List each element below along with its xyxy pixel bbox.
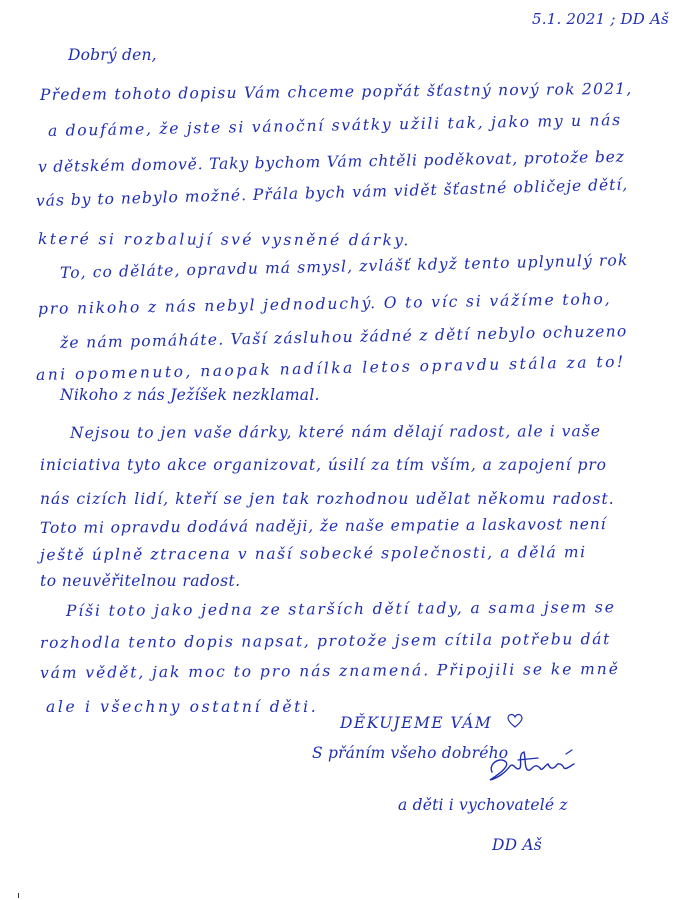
letter-line: to neuvěřitelnou radost. [40, 572, 241, 590]
letter-line: a doufáme, že jste si vánoční svátky užili tak, jako my u nás [47, 110, 623, 140]
letter-line: Nikoho z nás Ježíšek nezklamal. [60, 386, 320, 404]
letter-line: které si rozbalují své vysněné dárky. [37, 230, 411, 250]
closing-wishes: S přáním všeho dobrého [312, 744, 509, 762]
letter-line: To, co děláte, opravdu má smysl, zvlášť když tento uplynulý rok [59, 251, 629, 282]
greeting: Dobrý den, [68, 46, 157, 64]
letter-line: Nejsou to jen vaše dárky, které nám dělají radost, ale i vaše [69, 422, 601, 442]
letter-line: nás cizích lidí, kteří se jen tak rozhodnou udělat někomu radost. [40, 490, 615, 508]
letter-line: vám vědět, jak moc to pro nás znamená. Připojili se ke mně [39, 659, 620, 682]
signature [478, 742, 588, 792]
closing-from-line: a děti i vychovatelé z [398, 796, 568, 814]
date-line: 5.1. 2021 ; DD Aš [532, 10, 669, 28]
closing-thanks: DĚKUJEME VÁM [340, 714, 493, 732]
letter-line: rozhodla tento dopis napsat, protože jsem cítila potřebu dát [39, 630, 612, 652]
letter-line: Předem tohoto dopisu Vám chceme popřát šťastný nový rok 2021, [39, 79, 633, 104]
letter-line: ani opomenuto, naopak nadílka letos opravdu stála za to! [35, 352, 626, 384]
letter-line: iniciativa tyto akce organizovat, úsilí za tím vším, a zapojení pro [40, 456, 607, 474]
scan-mark [18, 893, 19, 898]
heart-icon [507, 713, 523, 729]
letter-line: vás by to nebylo možné. Přála bych vám vidět šťastné obličeje dětí, [35, 175, 629, 210]
letter-line: ještě úplně ztracena v naší sobecké společnosti, a dělá mi [39, 543, 587, 564]
letter-line: že nám pomáháte. Vaší zásluhou žádné z dětí nebylo ochuzeno [59, 322, 628, 352]
letter-line: v dětském domově. Taky bychom Vám chtěli poděkovat, protože bez [37, 147, 625, 176]
letter-line: pro nikoho z nás nebyl jednoduchý. O to víc si vážíme toho, [37, 289, 612, 318]
letter-line: Píši toto jako jedna ze starších dětí tady, a sama jsem se [65, 598, 616, 620]
letter-line: Toto mi opravdu dodává naději, že naše empatie a laskavost není [39, 515, 607, 537]
closing-institution: DD Aš [492, 836, 542, 854]
letter-line: ale i všechny ostatní děti. [46, 698, 319, 716]
